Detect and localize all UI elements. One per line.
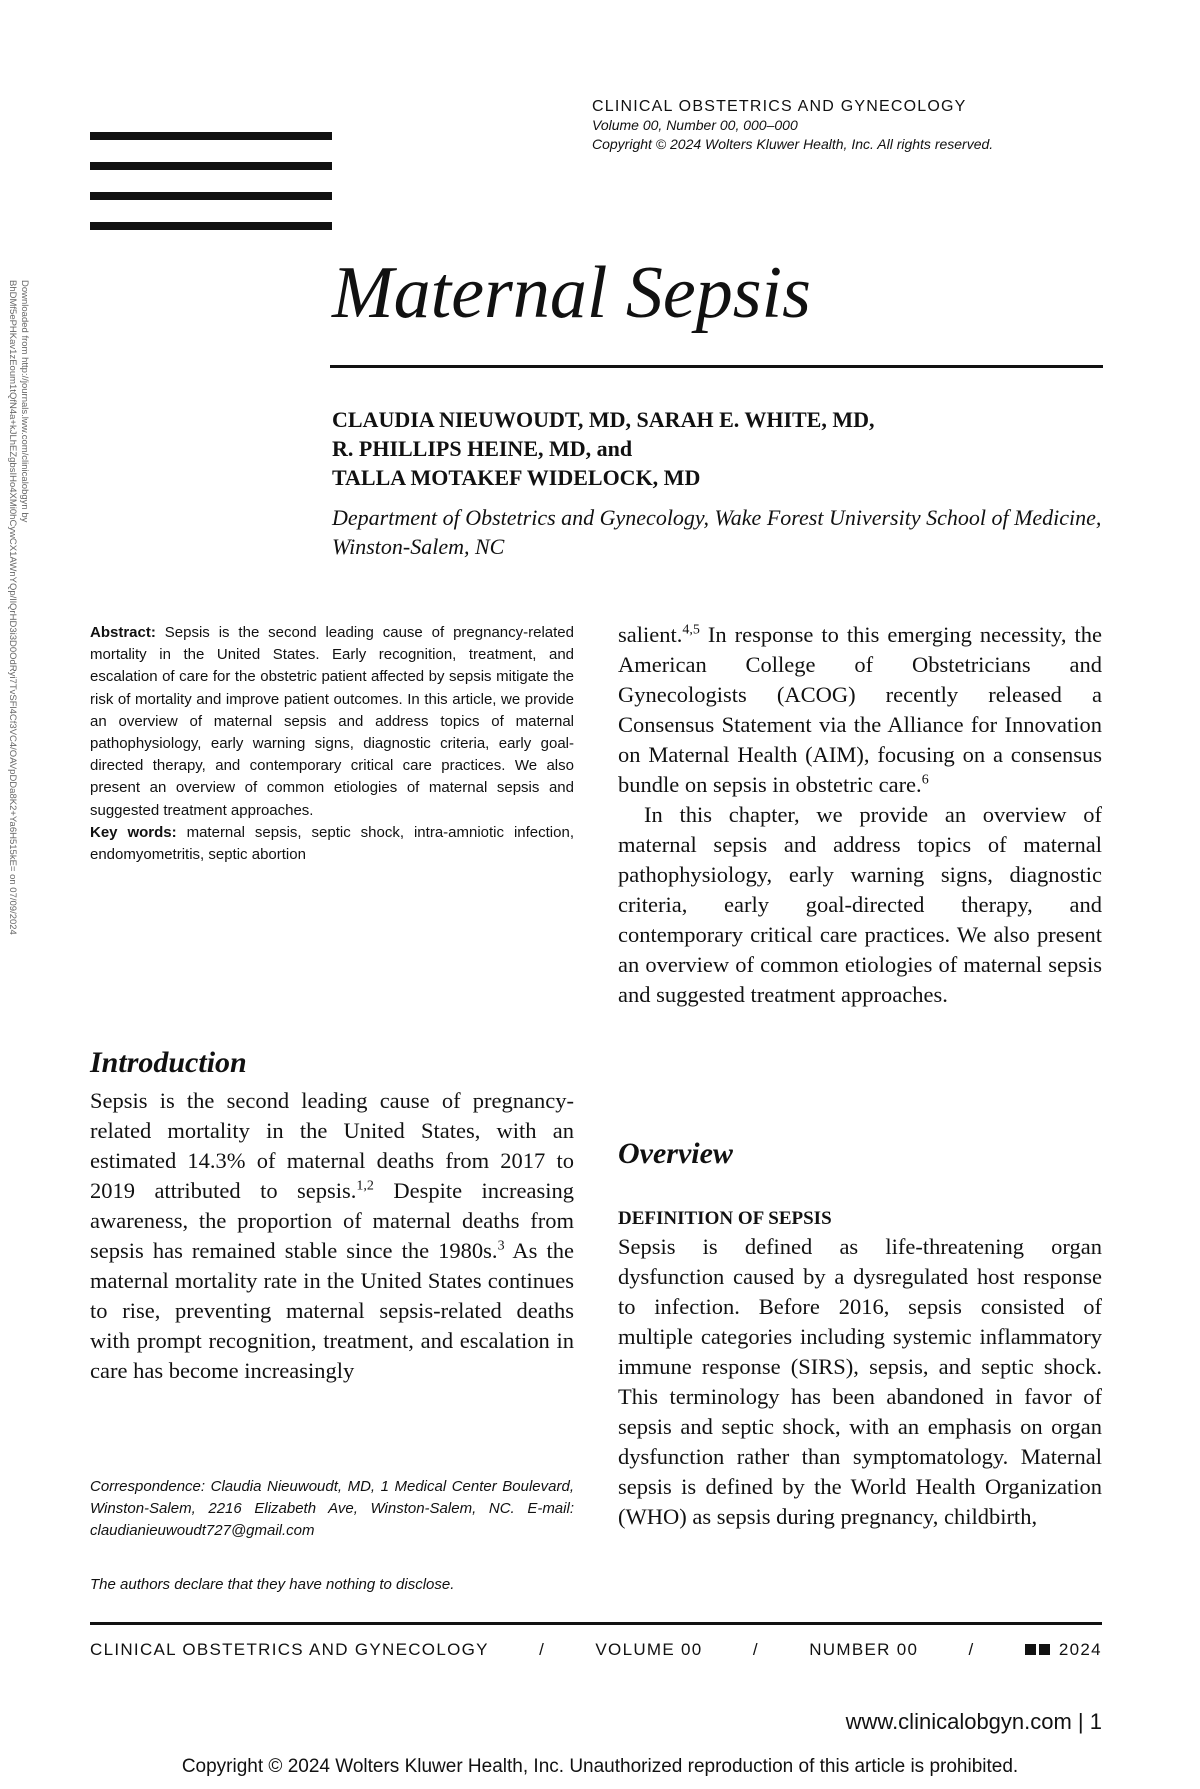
journal-copyright: Copyright © 2024 Wolters Kluwer Health, Inc. All rights reserved. [592,136,994,152]
introduction-text: Despite increasing awareness, the proportion of maternal deaths from sepsis has remained stable since the 1980s. [90,1178,574,1263]
introduction-text: Sepsis is the second leading cause of pregnancy-related mortality in the United States, with an estimated 14.3% of maternal deaths from 2017 to 2019 attributed to sepsis. [90,1088,574,1203]
definition-subheading: DEFINITION OF SEPSIS [618,1208,832,1229]
author-list [332,405,1112,492]
placeholder-square-icon [1039,1644,1050,1655]
paragraph: In this chapter, we provide an overview of maternal sepsis and address topics of maternal pathophysiology, early warning signs, diagnostic criteria, early goal-directed therapy, and contemporary critical care practices. We also present an overview of common etiologies of maternal sepsis and suggested treatment approaches. [618,802,1102,1007]
abstract-label: Abstract: [90,624,156,641]
introduction-heading: Introduction [90,1046,247,1079]
article-title: Maternal Sepsis [332,252,811,334]
page-url[interactable]: www.clinicalobgyn.com | 1 [845,1709,1102,1734]
footer-rule [90,1622,1102,1625]
journal-name: CLINICAL OBSTETRICS AND GYNECOLOGY [592,98,967,115]
decorative-bar [90,222,332,230]
abstract-text: Sepsis is the second leading cause of pregnancy-related mortality in the United States. Early recognition, treatment, and escalation of care for the obstetric patient affected by sepsis mitigate the risk of mortality and improve patient outcomes. In this article, we provide an overview of maternal sepsis and address topics of maternal pathophysiology, early warning signs, diagnostic criteria, early goal-directed therapy, and contemporary critical care practices. We also present an overview of common etiologies of maternal sepsis and suggested treatment approaches. [90,624,574,819]
keywords-text: maternal sepsis, septic shock, intra-amniotic infection, endomyometritis, septic abortion [90,823,574,864]
footer-number: NUMBER 00 [809,1640,919,1659]
introduction-text: As the maternal mortality rate in the United States continues to rise, preventing maternal sepsis-related deaths with prompt recognition, treatment, and escalation in care has become increasingly [90,1238,574,1383]
footer-year: 2024 [1058,1640,1102,1659]
citation-ref[interactable]: 4,5 [682,622,700,638]
correspondence-note: Correspondence: Claudia Nieuwoudt, MD, 1 Medical Center Boulevard, Winston-Salem, 2216 Elizabeth Ave, Winston-Salem, NC. E-mail: claudianieuwoudt727@gmail.com [90,1478,574,1539]
decorative-bars [90,132,332,252]
definition-body: Sepsis is defined as life-threatening organ dysfunction caused by a dysregulated host response to infection. Before 2016, sepsis consisted of multiple categories including systemic inflammatory immune response (SIRS), sepsis, and septic shock. This terminology has been abandoned in favor of sepsis and septic shock, with an emphasis on organ dysfunction rather than symptomatology. Maternal sepsis is defined by the World Health Organization (WHO) as sepsis during pregnancy, childbirth, [618,1234,1102,1529]
journal-header [592,97,1112,154]
running-footer [90,1638,1102,1662]
decorative-bar [90,192,332,200]
paragraph-text: salient. [618,622,683,647]
journal-volume: Volume 00, Number 00, 000–000 [592,117,798,133]
author-line: TALLA MOTAKEF WIDELOCK, MD [332,465,701,490]
abstract [90,622,574,866]
citation-ref[interactable]: 1,2 [356,1178,374,1194]
footer-separator: / [752,1640,759,1659]
download-side-note [7,280,50,960]
citation-ref[interactable]: 3 [497,1238,505,1254]
footer-volume: VOLUME 00 [595,1640,703,1659]
footer-journal: CLINICAL OBSTETRICS AND GYNECOLOGY [90,1640,489,1659]
footer-separator: / [968,1640,975,1659]
copyright-notice: Copyright © 2024 Wolters Kluwer Health, Inc. Unauthorized reproduction of this article is prohibited. [181,1756,1019,1777]
introduction-body [90,1086,574,1386]
footer-date [1025,1638,1102,1662]
author-line: R. PHILLIPS HEINE, MD, and [332,436,633,461]
placeholder-square-icon [1025,1644,1036,1655]
download-side-note-text: Downloaded from http://journals.lww.com/clinicalobgyn by BhDMf5ePHKav1zEoum1tQfN4a+kJLhEZgbsIHo4XMi0hCywCX1AWnYQp/IlQrHD3i3D0OdRyi7TvSFl4Cf3VC4/OAVpDDa8K2+Ya6H515kE= on 07/09/2024 [7,280,30,935]
decorative-bar [90,162,332,170]
title-rule [330,365,1103,368]
decorative-bar [90,132,332,140]
disclosure-note: The authors declare that they have nothing to disclose. [90,1576,455,1593]
affiliation: Department of Obstetrics and Gynecology, Wake Forest University School of Medicine, Winston-Salem, NC [332,505,1102,559]
paragraph-text: In response to this emerging necessity, the American College of Obstetricians and Gynecologists (ACOG) recently released a Consensus Statement via the Alliance for Innovation on Maternal Health (AIM), focusing on a consensus bundle on sepsis in obstetric care. [618,622,1102,797]
citation-ref[interactable]: 6 [921,772,929,788]
right-column-body [618,620,1102,1010]
overview-heading: Overview [618,1137,733,1170]
author-line: CLAUDIA NIEUWOUDT, MD, SARAH E. WHITE, MD, [332,407,875,432]
footer-separator: / [539,1640,546,1659]
paragraph [618,620,1102,800]
keywords-label: Key words: [90,823,177,841]
